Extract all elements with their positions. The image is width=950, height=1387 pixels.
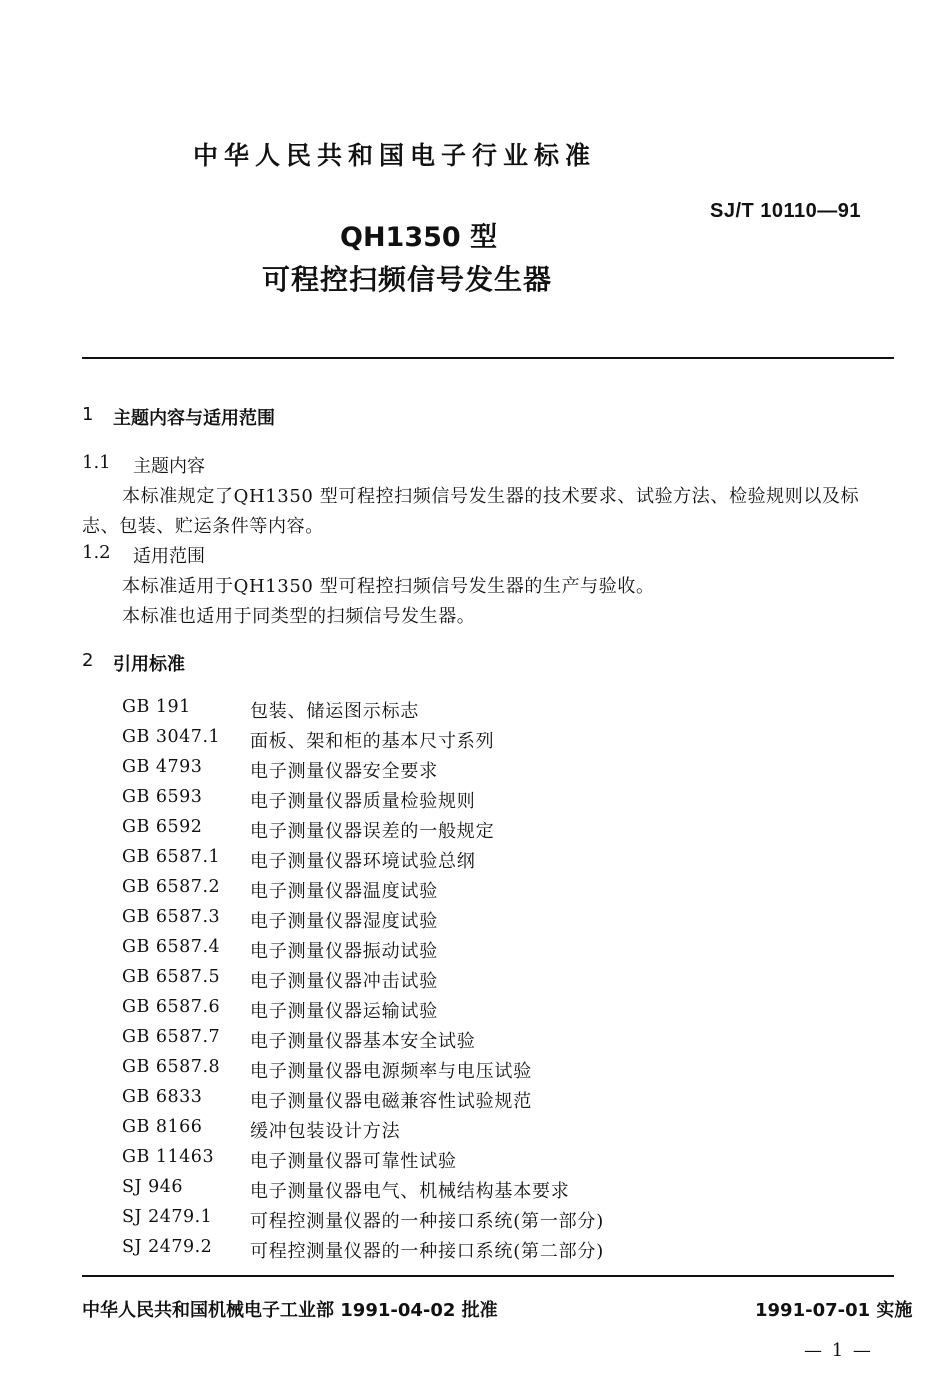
subsection-1-1-paragraph-line2: 志、包装、贮运条件等内容。 [82,516,324,537]
reference-title: 电子测量仪器温度试验 [250,881,438,902]
header-title: 中华人民共和国电子行业标准 [193,141,597,170]
reference-code: GB 6587.6 [122,997,221,1017]
reference-code: GB 6592 [122,817,203,837]
reference-code: SJ 2479.2 [122,1237,213,1257]
reference-code: GB 191 [122,697,191,717]
reference-code: SJ 946 [122,1177,183,1197]
reference-code: SJ 2479.1 [122,1207,213,1227]
reference-code: GB 3047.1 [122,727,221,747]
reference-title: 电子测量仪器电源频率与电压试验 [250,1061,532,1082]
reference-title: 电子测量仪器质量检验规则 [250,791,476,812]
approval-statement: 中华人民共和国机械电子工业部 1991-04-02 批准 [82,1300,498,1321]
effective-date: 1991-07-01 实施 [755,1300,913,1321]
page-number: — 1 — [804,1340,873,1361]
subsection-1-2-number: 1.2 [82,542,111,563]
reference-title: 电子测量仪器基本安全试验 [250,1031,476,1052]
subsection-1-1-paragraph-line1: 本标准规定了QH1350 型可程控扫频信号发生器的技术要求、试验方法、检验规则以及标 [122,486,860,507]
reference-title: 包装、储运图示标志 [250,701,420,722]
reference-title: 电子测量仪器误差的一般规定 [250,821,495,842]
bottom-divider [82,1275,894,1277]
reference-title: 缓冲包装设计方法 [250,1121,401,1142]
reference-code: GB 6833 [122,1087,203,1107]
reference-title: 可程控测量仪器的一种接口系统(第二部分) [250,1241,605,1262]
reference-code: GB 6587.5 [122,967,221,987]
subsection-1-2-paragraph-1: 本标准适用于QH1350 型可程控扫频信号发生器的生产与验收。 [122,576,655,597]
reference-title: 可程控测量仪器的一种接口系统(第一部分) [250,1211,605,1232]
reference-title: 电子测量仪器可靠性试验 [250,1151,457,1172]
subsection-1-2-heading: 适用范围 [133,546,205,567]
section-1-heading: 主题内容与适用范围 [113,408,275,429]
reference-title: 电子测量仪器安全要求 [250,761,438,782]
reference-title: 电子测量仪器电气、机械结构基本要求 [250,1181,570,1202]
subsection-1-1-number: 1.1 [82,452,111,473]
reference-title: 电子测量仪器电磁兼容性试验规范 [250,1091,532,1112]
reference-code: GB 6587.7 [122,1027,221,1047]
subsection-1-2-paragraph-2: 本标准也适用于同类型的扫频信号发生器。 [122,606,476,627]
reference-code: GB 11463 [122,1147,215,1167]
reference-code: GB 6587.2 [122,877,221,897]
reference-code: GB 6587.3 [122,907,221,927]
reference-code: GB 6587.8 [122,1057,221,1077]
subsection-1-1-heading: 主题内容 [133,456,205,477]
document-product-title: 可程控扫频信号发生器 [262,263,553,296]
reference-title: 电子测量仪器运输试验 [250,1001,438,1022]
reference-code: GB 4793 [122,757,203,777]
reference-code: GB 8166 [122,1117,203,1137]
reference-code: GB 6587.4 [122,937,221,957]
section-1-number: 1 [82,404,94,425]
reference-title: 电子测量仪器振动试验 [250,941,438,962]
section-2-number: 2 [82,650,94,671]
reference-title: 电子测量仪器湿度试验 [250,911,438,932]
reference-title: 面板、架和柜的基本尺寸系列 [250,731,495,752]
section-2-heading: 引用标准 [113,654,185,675]
document-model-title: QH1350 型 [340,222,498,253]
top-divider [82,357,894,359]
standard-number: SJ/T 10110—91 [710,200,862,222]
reference-title: 电子测量仪器环境试验总纲 [250,851,476,872]
reference-code: GB 6587.1 [122,847,221,867]
reference-code: GB 6593 [122,787,203,807]
reference-title: 电子测量仪器冲击试验 [250,971,438,992]
